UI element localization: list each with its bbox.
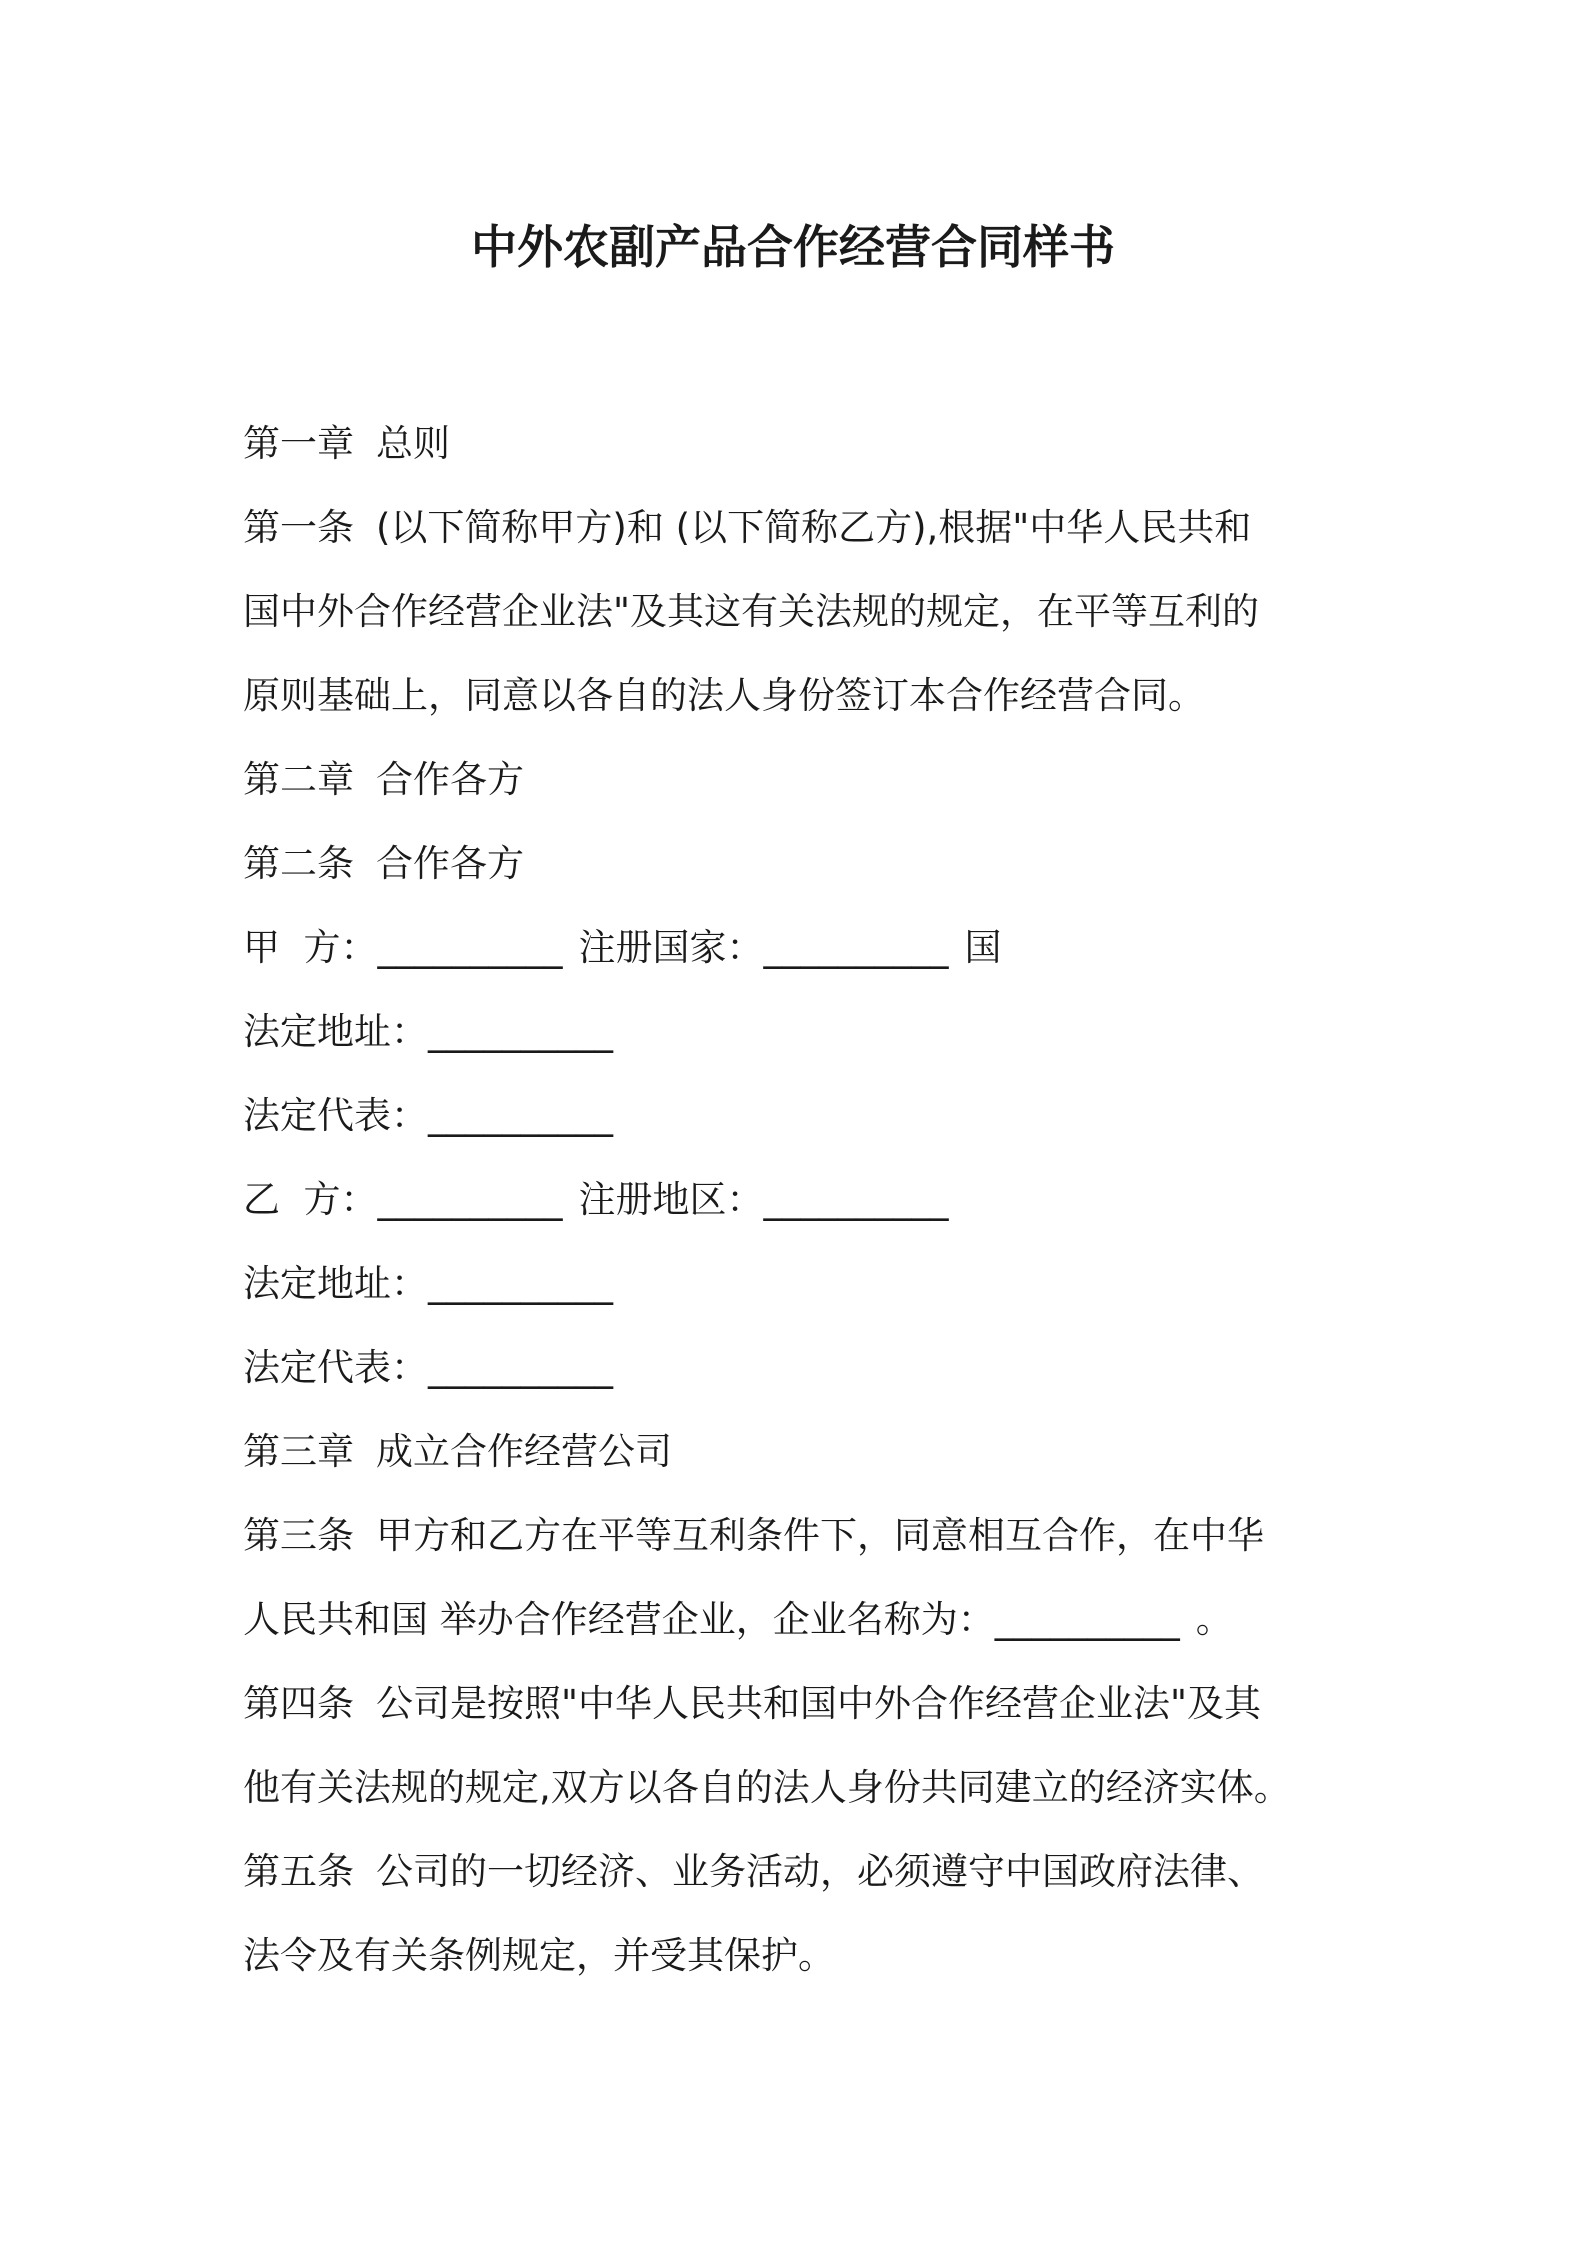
registered-country-label: 注册国家： (578, 926, 764, 969)
chapter-title: 成立合作经营公司 (376, 1430, 672, 1473)
article-1-line-3: 原则基础上，同意以各自的法人身份签订本合作经营合同。 (243, 674, 1205, 717)
party-a-representative-line (243, 1074, 1373, 1158)
article-text: 公司的一切经济、业务活动，必须遵守中国政府法律、 (376, 1850, 1264, 1893)
legal-representative-blank: __________ (428, 1346, 613, 1389)
party-b-blank: __________ (377, 1178, 563, 1221)
chapter-title: 合作各方 (376, 758, 524, 801)
registered-region-label: 注册地区： (578, 1178, 764, 1221)
legal-address-blank: __________ (428, 1262, 613, 1305)
chapter-number: 第三章 (243, 1430, 354, 1473)
document-title: 中外农副产品合作经营合同样书 (471, 220, 1115, 274)
legal-address-label: 法定地址： (243, 1010, 428, 1053)
article-3-line-1 (243, 1494, 1373, 1578)
article-4-line-2: 他有关法规的规定,双方以各自的法人身份共同建立的经济实体。 (243, 1766, 1291, 1809)
legal-address-blank: __________ (428, 1010, 613, 1053)
document-body (243, 402, 1373, 1998)
article-5-line-2: 法令及有关条例规定，并受其保护。 (243, 1934, 835, 1977)
article-number: 第三条 (243, 1514, 354, 1557)
chapter-title: 总则 (376, 422, 450, 465)
chapter-2-heading (243, 738, 1373, 822)
company-name-blank: __________ (994, 1598, 1180, 1641)
legal-address-label: 法定地址： (243, 1262, 428, 1305)
chapter-1-heading (243, 402, 1373, 486)
party-a-line (243, 906, 1373, 990)
article-number: 第二条 (243, 842, 354, 885)
article-number: 第五条 (243, 1850, 354, 1893)
legal-representative-blank: __________ (428, 1094, 613, 1137)
article-1-line-2: 国中外合作经营企业法"及其这有关法规的规定，在平等互利的 (243, 590, 1260, 633)
legal-representative-label: 法定代表： (243, 1346, 428, 1389)
party-a-address-line (243, 990, 1373, 1074)
chapter-3-heading (243, 1410, 1373, 1494)
party-b-address-line (243, 1242, 1373, 1326)
article-number: 第一条 (243, 506, 354, 549)
party-a-label: 甲 方： (243, 926, 378, 969)
article-3-line-2 (243, 1578, 1373, 1662)
party-b-label: 乙 方： (243, 1178, 378, 1221)
registered-region-blank: __________ (763, 1178, 949, 1221)
legal-representative-label: 法定代表： (243, 1094, 428, 1137)
chapter-number: 第二章 (243, 758, 354, 801)
party-a-blank: __________ (377, 926, 563, 969)
party-b-line (243, 1158, 1373, 1242)
article-4-line-1 (243, 1662, 1373, 1746)
registered-country-blank: __________ (763, 926, 949, 969)
country-suffix: 国 (964, 926, 1002, 969)
article-2-heading (243, 822, 1373, 906)
article-text: 公司是按照"中华人民共和国中外合作经营企业法"及其 (376, 1682, 1262, 1725)
article-text: 合作各方 (376, 842, 524, 885)
chapter-number: 第一章 (243, 422, 354, 465)
sentence-end: 。 (1195, 1598, 1233, 1641)
article-1-line-1 (243, 486, 1373, 570)
party-b-representative-line (243, 1326, 1373, 1410)
article-text: 人民共和国 举办合作经营企业，企业名称为： (243, 1598, 995, 1641)
article-text: 甲方和乙方在平等互利条件下，同意相互合作，在中华 (376, 1514, 1264, 1557)
article-5-line-1 (243, 1830, 1373, 1914)
article-number: 第四条 (243, 1682, 354, 1725)
article-text: (以下简称甲方)和 (以下简称乙方),根据"中华人民共和 (376, 506, 1252, 549)
